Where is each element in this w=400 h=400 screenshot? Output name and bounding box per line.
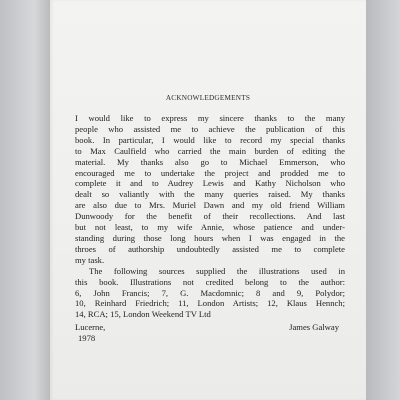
- text-line: my task.: [75, 254, 105, 265]
- text-line: dealt so valiantly with the many queries raised. My thanks: [75, 189, 345, 200]
- text-line: to Max Caulfield who carried the main burden of editing the: [75, 145, 345, 156]
- author-signature: James Galway: [289, 322, 339, 332]
- place: Lucerne,: [75, 322, 106, 332]
- text-line: people who assisted me to achieve the publication of this: [75, 123, 345, 134]
- text-line: Dunwoody for the benefit of their recollections. And last: [75, 211, 345, 222]
- text-line: 6, John Francis; 7, G. Macdomnic; 8 and 9, Polydor;: [75, 287, 345, 298]
- text-line: standing during those long hours when I was engaged in the: [75, 232, 345, 243]
- place-and-date: [75, 322, 105, 344]
- text-line: 10, Reinhard Friedrich; 11, London Artists; 12, Klaus Hennch;: [75, 298, 345, 309]
- page-edge-shadow: [34, 0, 50, 400]
- text-line: complete it and to Audrey Lewis and Kathy Nicholson who: [75, 178, 345, 189]
- text-line: throes of authorship undoubtedly assisted me to complete: [75, 243, 345, 254]
- text-line: I would like to express my sincere thanks to the many: [75, 113, 345, 123]
- text-line: material. My thanks also go to Michael Emmerson, who: [75, 156, 345, 167]
- text-line: book. In particular, I would like to record my special thanks: [75, 134, 345, 145]
- book-page: [50, 0, 366, 400]
- acknowledgements-body: [75, 113, 345, 320]
- text-line: this book. Illustrations not credited belong to the author:: [75, 276, 345, 287]
- text-line: The following sources supplied the illustrations used in: [89, 265, 345, 276]
- background-surface-right: [366, 0, 400, 400]
- text-line: but not least, to my wife Annie, whose patience and under-: [75, 222, 345, 233]
- paragraph-1: [75, 113, 345, 266]
- page-heading: ACKNOWLEDGEMENTS: [165, 94, 251, 102]
- year: 1978: [78, 333, 96, 343]
- text-line: encouraged me to undertake the project and prodded me to: [75, 167, 345, 178]
- text-line: 14, RCA; 15, London Weekend TV Ltd: [75, 309, 211, 320]
- paragraph-2: [75, 266, 345, 321]
- text-line: are also due to Mrs. Muriel Dawn and my old friend William: [75, 200, 345, 211]
